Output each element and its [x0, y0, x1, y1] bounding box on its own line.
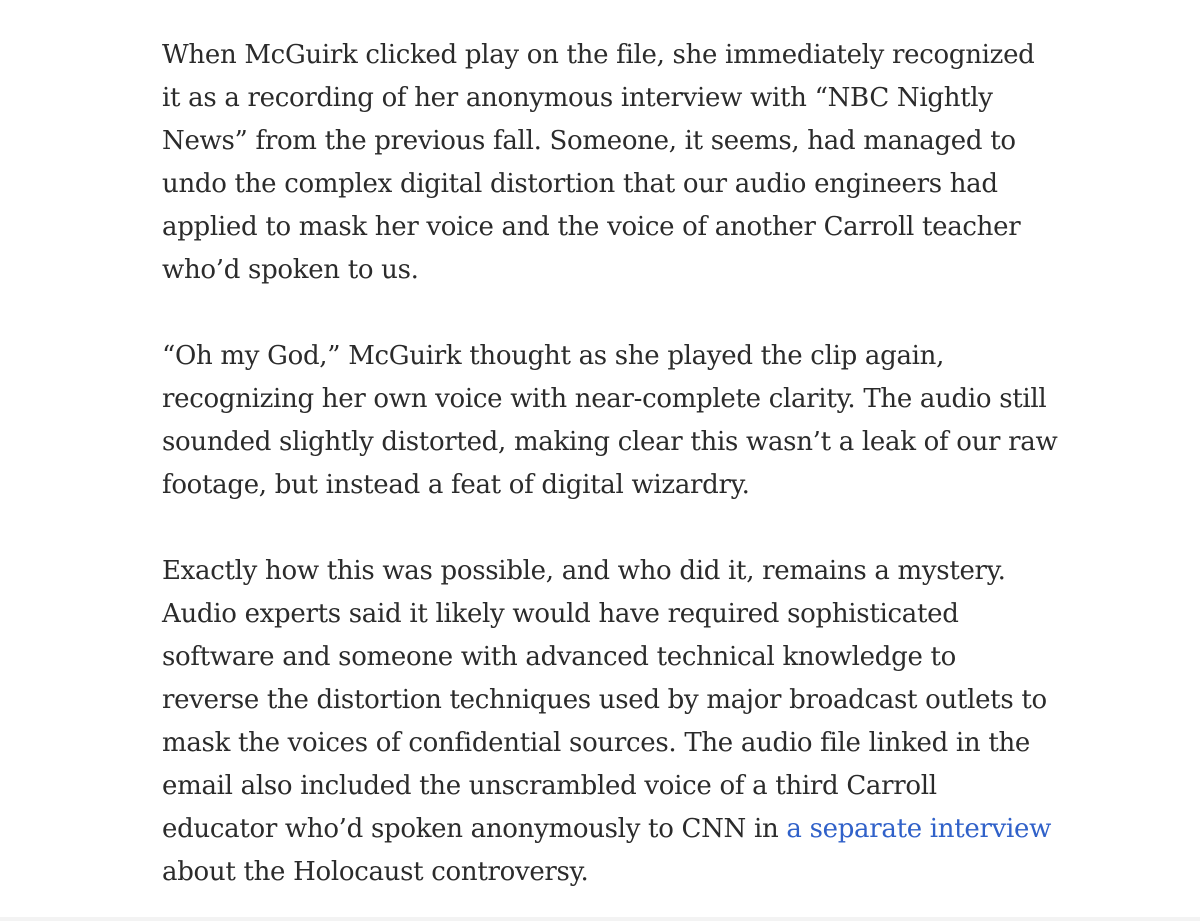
paragraph-3	[162, 550, 1162, 894]
text-line: sounded slightly distorted, making clear this wasn’t a leak of our raw	[162, 427, 1058, 457]
text-line: Exactly how this was possible, and who did it, remains a mystery.	[162, 556, 1006, 586]
paragraph-2	[162, 335, 1162, 507]
text-line: undo the complex digital distortion that our audio engineers had	[162, 169, 998, 199]
text-line: about the Holocaust controversy.	[162, 857, 589, 887]
separate-interview-link[interactable]: a separate interview	[786, 814, 1052, 844]
text-line: When McGuirk clicked play on the file, she immediately recognized	[162, 40, 1035, 70]
text-line: reverse the distortion techniques used by major broadcast outlets to	[162, 685, 1047, 715]
paragraph-1	[162, 34, 1162, 292]
text-line: applied to mask her voice and the voice of another Carroll teacher	[162, 212, 1021, 242]
text-line: footage, but instead a feat of digital wizardry.	[162, 470, 750, 500]
text-line: “Oh my God,” McGuirk thought as she played the clip again,	[162, 341, 945, 371]
text-line: who’d spoken to us.	[162, 255, 419, 285]
text-line: software and someone with advanced technical knowledge to	[162, 642, 957, 672]
bottom-divider	[0, 917, 1200, 921]
text-before-link: educator who’d spoken anonymously to CNN in	[162, 814, 787, 844]
text-line: Audio experts said it likely would have required sophisticated	[162, 599, 959, 629]
text-line-with-link	[162, 808, 1162, 851]
article-body	[162, 34, 1162, 894]
text-line: email also included the unscrambled voice of a third Carroll	[162, 771, 937, 801]
text-line: it as a recording of her anonymous interview with “NBC Nightly	[162, 83, 993, 113]
text-line: recognizing her own voice with near-complete clarity. The audio still	[162, 384, 1047, 414]
text-line: mask the voices of confidential sources. The audio file linked in the	[162, 728, 1031, 758]
text-line: News” from the previous fall. Someone, it seems, had managed to	[162, 126, 1016, 156]
